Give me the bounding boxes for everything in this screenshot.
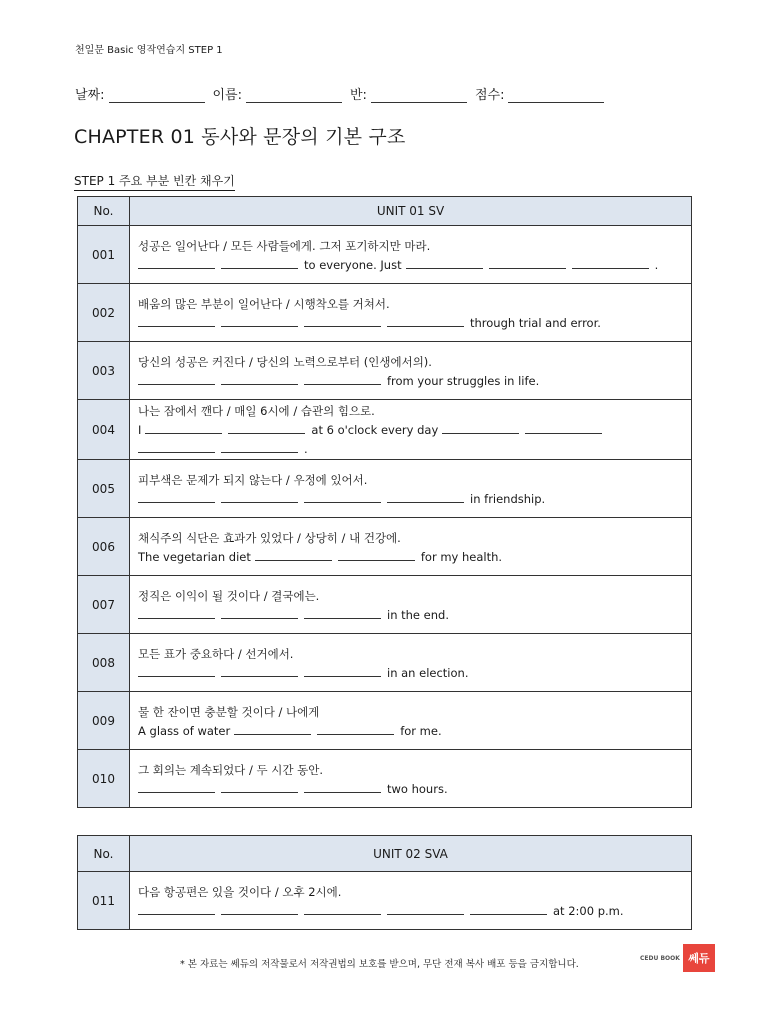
answer-blank[interactable] xyxy=(228,422,305,434)
question-content xyxy=(130,460,692,518)
question-content xyxy=(130,518,692,576)
question-number: 003 xyxy=(78,342,130,400)
answer-blank[interactable] xyxy=(489,257,566,269)
answer-blank[interactable] xyxy=(304,373,381,385)
no-column-header: No. xyxy=(78,197,130,226)
question-content xyxy=(130,400,692,460)
class-field[interactable] xyxy=(371,90,467,103)
korean-prompt: 그 회의는 계속되었다 / 두 시간 동안. xyxy=(138,762,323,777)
question-number: 005 xyxy=(78,460,130,518)
answer-blank[interactable] xyxy=(470,903,547,915)
answer-line xyxy=(138,314,683,333)
logo-mark: 쎄듀 xyxy=(683,944,715,972)
answer-blank[interactable] xyxy=(406,257,483,269)
question-content xyxy=(130,576,692,634)
answer-blank[interactable] xyxy=(304,903,381,915)
given-text: at 6 o'clock every day xyxy=(311,423,439,437)
given-text: from your struggles in life. xyxy=(387,373,540,388)
logo-small-text: CEDU BOOK xyxy=(640,954,680,962)
question-content xyxy=(130,634,692,692)
question-row xyxy=(78,692,692,750)
answer-blank[interactable] xyxy=(221,607,298,619)
korean-prompt: 당신의 성공은 커진다 / 당신의 노력으로부터 (인생에서의). xyxy=(138,354,432,369)
answer-blank[interactable] xyxy=(221,315,298,327)
question-number: 010 xyxy=(78,750,130,808)
korean-prompt: 피부색은 문제가 되지 않는다 / 우정에 있어서. xyxy=(138,472,368,487)
answer-line xyxy=(138,606,683,625)
answer-blank[interactable] xyxy=(221,781,298,793)
question-number: 006 xyxy=(78,518,130,576)
question-number: 011 xyxy=(78,872,130,930)
given-text: at 2:00 p.m. xyxy=(553,903,624,918)
answer-line xyxy=(138,421,683,440)
step-title: STEP 1 주요 부분 빈칸 채우기 xyxy=(74,172,235,191)
answer-line xyxy=(138,664,683,683)
date-field[interactable] xyxy=(109,90,205,103)
question-number: 008 xyxy=(78,634,130,692)
question-row xyxy=(78,634,692,692)
given-text: . xyxy=(304,442,308,456)
question-content xyxy=(130,342,692,400)
answer-blank[interactable] xyxy=(221,665,298,677)
question-row xyxy=(78,400,692,460)
given-text: . xyxy=(654,257,659,272)
given-text: The vegetarian diet xyxy=(138,549,251,564)
question-row xyxy=(78,872,692,930)
answer-blank[interactable] xyxy=(387,315,464,327)
answer-blank[interactable] xyxy=(138,257,215,269)
answer-blank[interactable] xyxy=(138,373,215,385)
given-text: for me. xyxy=(400,723,442,738)
question-row xyxy=(78,518,692,576)
given-text: in friendship. xyxy=(470,491,546,506)
answer-line xyxy=(138,722,683,741)
given-text: through trial and error. xyxy=(470,315,601,330)
unit-01-table xyxy=(77,196,692,808)
publisher-logo xyxy=(640,944,715,972)
question-number: 007 xyxy=(78,576,130,634)
korean-prompt: 물 한 잔이면 충분할 것이다 / 나에게 xyxy=(138,704,320,719)
answer-blank[interactable] xyxy=(138,903,215,915)
answer-blank[interactable] xyxy=(572,257,649,269)
date-label: 날짜: xyxy=(75,88,105,103)
answer-blank[interactable] xyxy=(255,549,332,561)
student-info-row xyxy=(75,84,612,103)
answer-line xyxy=(138,902,683,921)
question-row xyxy=(78,460,692,518)
given-text: to everyone. Just xyxy=(304,257,402,272)
answer-blank[interactable] xyxy=(221,903,298,915)
answer-blank[interactable] xyxy=(387,903,464,915)
score-label: 점수: xyxy=(474,88,505,103)
question-content xyxy=(130,284,692,342)
korean-prompt: 다음 항공편은 있을 것이다 / 오후 2시에. xyxy=(138,884,342,899)
class-label: 반: xyxy=(350,88,367,103)
answer-blank[interactable] xyxy=(138,491,215,503)
answer-blank[interactable] xyxy=(304,315,381,327)
question-row xyxy=(78,576,692,634)
given-text: A glass of water xyxy=(138,723,231,738)
worksheet-series-label: 천일문 Basic 영작연습지 STEP 1 xyxy=(75,45,223,56)
given-text: in an election. xyxy=(387,665,469,680)
answer-blank[interactable] xyxy=(138,607,215,619)
unit-title: UNIT 01 SV xyxy=(130,197,692,226)
name-label: 이름: xyxy=(212,88,242,103)
answer-blank[interactable] xyxy=(221,491,298,503)
unit-title: UNIT 02 SVA xyxy=(130,836,692,872)
korean-prompt: 모든 표가 중요하다 / 선거에서. xyxy=(138,646,294,661)
answer-blank[interactable] xyxy=(138,441,215,453)
answer-line xyxy=(138,490,683,509)
korean-prompt: 정직은 이익이 될 것이다 / 결국에는. xyxy=(138,588,320,603)
chapter-title: CHAPTER 01 동사와 문장의 기본 구조 xyxy=(74,126,406,148)
answer-blank[interactable] xyxy=(221,441,298,453)
answer-line xyxy=(138,440,683,459)
korean-prompt: 배움의 많은 부분이 일어난다 / 시행착오를 거쳐서. xyxy=(138,296,390,311)
unit-02-table xyxy=(77,835,692,930)
given-text: I xyxy=(138,423,142,437)
question-content xyxy=(130,692,692,750)
korean-prompt: 성공은 일어난다 / 모든 사람들에게. 그저 포기하지만 마라. xyxy=(138,238,431,253)
question-number: 009 xyxy=(78,692,130,750)
answer-blank[interactable] xyxy=(145,422,222,434)
question-content xyxy=(130,750,692,808)
answer-line xyxy=(138,780,683,799)
given-text: in the end. xyxy=(387,607,449,622)
question-row xyxy=(78,750,692,808)
answer-blank[interactable] xyxy=(304,665,381,677)
question-content xyxy=(130,872,692,930)
answer-blank[interactable] xyxy=(138,781,215,793)
answer-blank[interactable] xyxy=(387,491,464,503)
answer-blank[interactable] xyxy=(304,607,381,619)
answer-blank[interactable] xyxy=(304,781,381,793)
answer-blank[interactable] xyxy=(234,723,311,735)
answer-line xyxy=(138,372,683,391)
answer-blank[interactable] xyxy=(221,257,298,269)
question-content xyxy=(130,226,692,284)
given-text: for my health. xyxy=(420,549,503,564)
question-number: 004 xyxy=(78,400,130,460)
question-row xyxy=(78,284,692,342)
question-row xyxy=(78,342,692,400)
copyright-note: * 본 자료는 쎄듀의 저작물로서 저작권법의 보호를 받으며, 무단 전재 복사 배포 등을 금지합니다. xyxy=(180,959,579,970)
answer-blank[interactable] xyxy=(317,723,394,735)
given-text: two hours. xyxy=(387,781,448,796)
name-field[interactable] xyxy=(246,90,342,103)
answer-blank[interactable] xyxy=(338,549,415,561)
score-field[interactable] xyxy=(508,90,604,103)
answer-blank[interactable] xyxy=(525,422,602,434)
question-number: 001 xyxy=(78,226,130,284)
answer-blank[interactable] xyxy=(221,373,298,385)
korean-prompt: 나는 잠에서 깬다 / 매일 6시에 / 습관의 힘으로. xyxy=(138,404,375,418)
question-row xyxy=(78,226,692,284)
answer-blank[interactable] xyxy=(138,665,215,677)
answer-line xyxy=(138,548,683,567)
korean-prompt: 채식주의 식단은 효과가 있었다 / 상당히 / 내 건강에. xyxy=(138,530,401,545)
question-number: 002 xyxy=(78,284,130,342)
answer-line xyxy=(138,256,683,275)
no-column-header: No. xyxy=(78,836,130,872)
answer-blank[interactable] xyxy=(138,315,215,327)
answer-blank[interactable] xyxy=(304,491,381,503)
answer-blank[interactable] xyxy=(442,422,519,434)
